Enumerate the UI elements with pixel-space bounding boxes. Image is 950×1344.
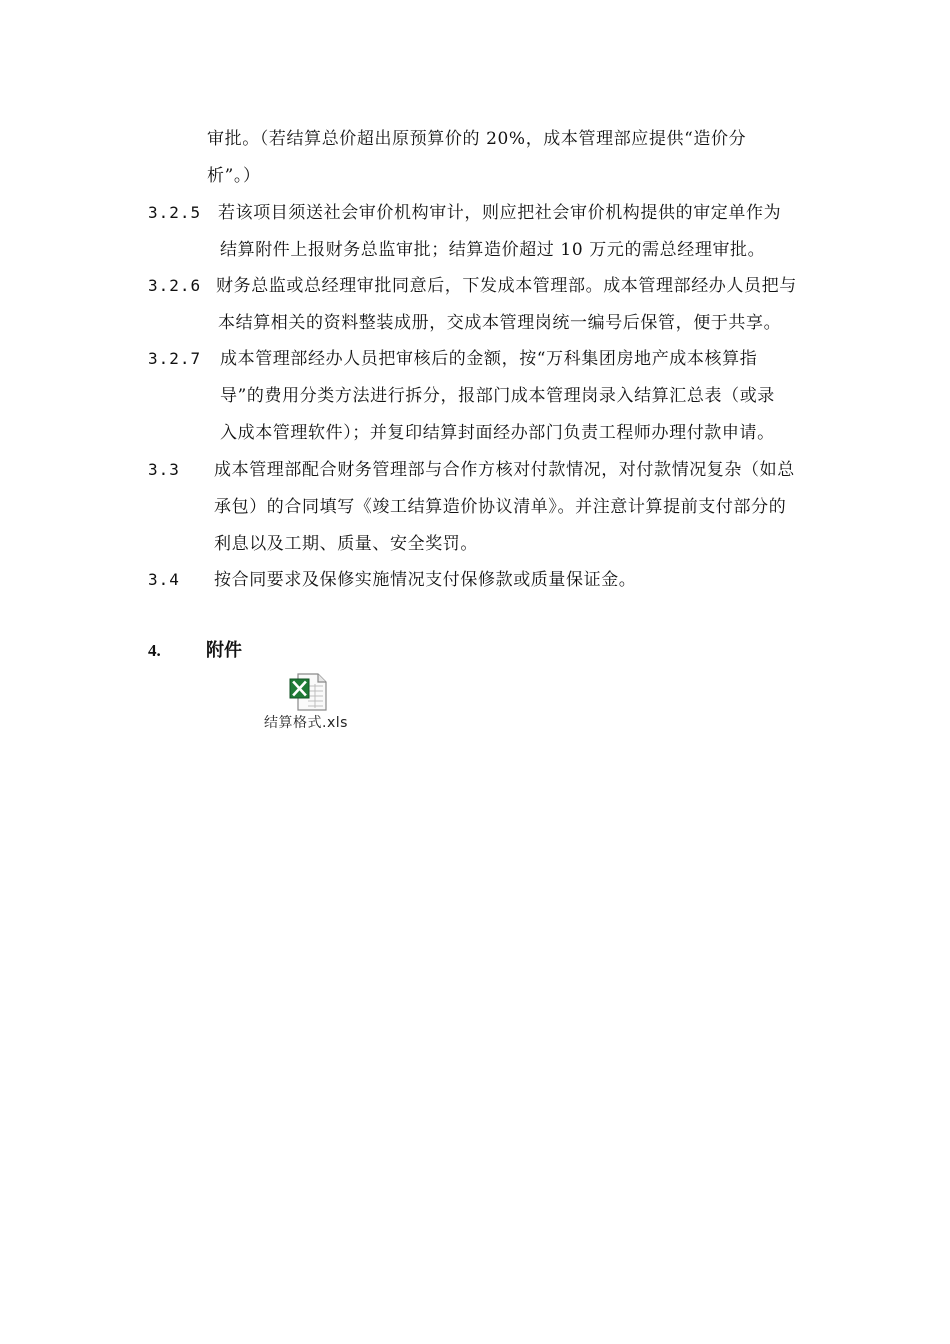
attachment-filename: 结算格式.xls [264,715,348,731]
clause-number: 3.2.7 [148,349,202,368]
paragraph-line: 承包）的合同填写《竣工结算造价协议清单》。并注意计算提前支付部分的 [214,497,787,517]
section-number: 4. [148,641,161,660]
paragraph-line: 入成本管理软件）；并复印结算封面经办部门负责工程师办理付款申请。 [220,423,775,443]
paragraph-line: 利息以及工期、质量、安全奖罚。 [214,534,478,554]
paragraph-line: 成本管理部经办人员把审核后的金额，按“万科集团房地产成本核算指 [220,349,758,369]
attachment-xls[interactable] [262,672,358,732]
clause-number: 3.3 [148,460,180,479]
paragraph-line: 结算附件上报财务总监审批；结算造价超过 10 万元的需总经理审批。 [220,240,766,260]
excel-file-icon [288,672,328,712]
clause-number: 3.4 [148,570,180,589]
paragraph-line: 若该项目须送社会审价机构审计，则应把社会审价机构提供的审定单作为 [218,203,782,223]
paragraph-line: 审批。（若结算总价超出原预算价的 20%，成本管理部应提供“造价分 [207,129,747,149]
paragraph-line: 导”的费用分类方法进行拆分，报部门成本管理岗录入结算汇总表（或录 [220,386,775,406]
paragraph-line: 成本管理部配合财务管理部与合作方核对付款情况，对付款情况复杂（如总 [214,460,795,480]
section-title: 附件 [206,640,242,661]
paragraph-line: 按合同要求及保修实施情况支付保修款或质量保证金。 [214,570,637,590]
paragraph-line: 财务总监或总经理审批同意后，下发成本管理部。成本管理部经办人员把与 [216,276,797,296]
paragraph-line: 本结算相关的资料整装成册，交成本管理岗统一编号后保管，便于共享。 [218,313,782,333]
paragraph-line: 析”。） [207,166,261,186]
clause-number: 3.2.5 [148,203,202,222]
clause-number: 3.2.6 [148,276,202,295]
